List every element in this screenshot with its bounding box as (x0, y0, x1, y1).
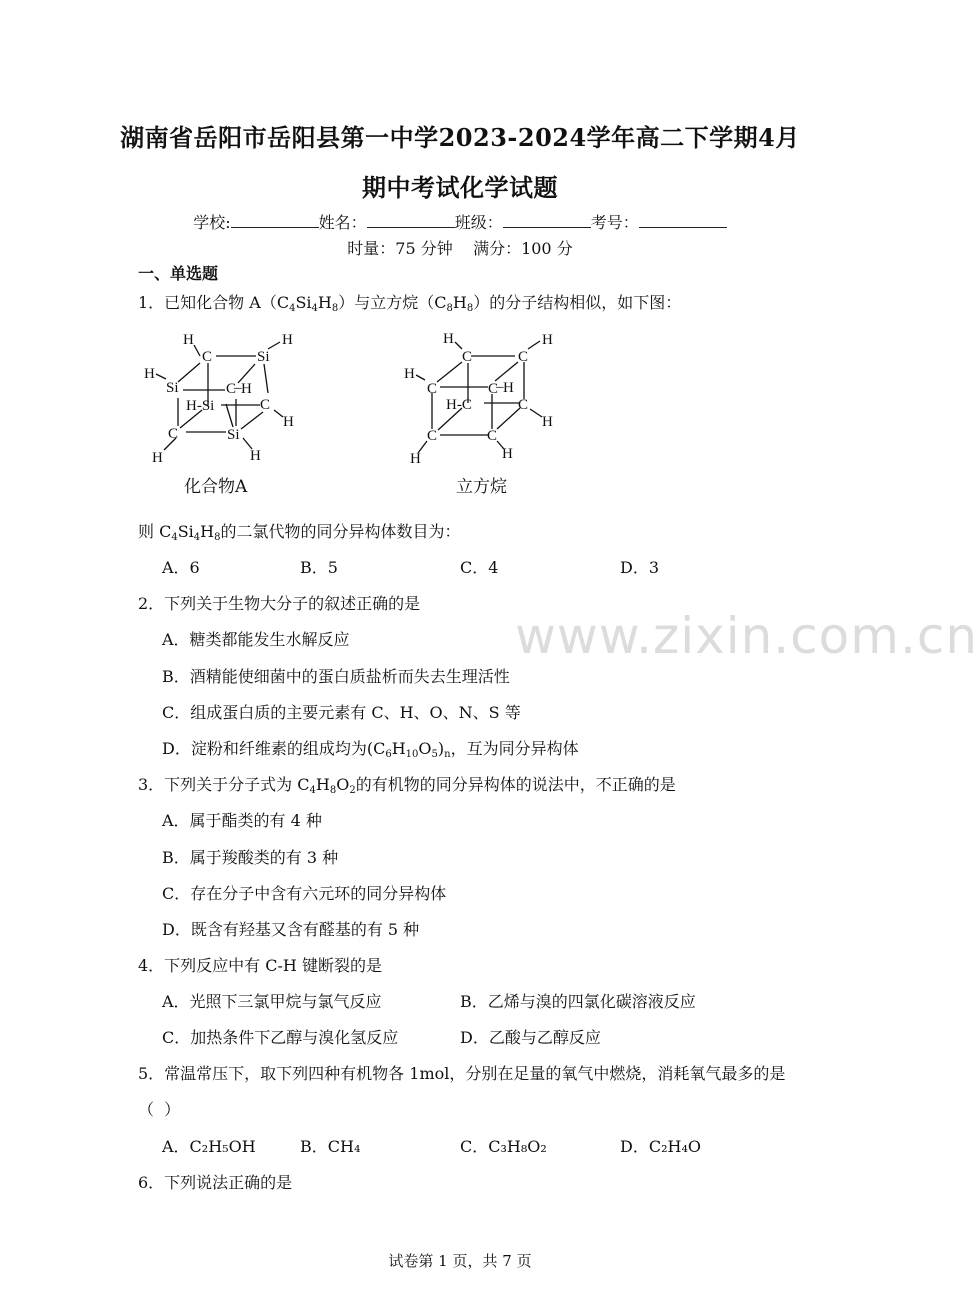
q1-option-d[interactable]: D．3 (620, 558, 660, 577)
svg-text:H: H (282, 332, 293, 348)
svg-text:H: H (410, 451, 421, 467)
q5-option-b[interactable]: B．CH₄ (300, 1137, 361, 1156)
svg-text:H: H (503, 380, 514, 396)
svg-text:H: H (283, 414, 294, 430)
q2-option-b[interactable]: B．酒精能使细菌中的蛋白质盐析而失去生理活性 (162, 667, 510, 686)
svg-text:H: H (250, 448, 261, 464)
svg-text:H: H (404, 366, 415, 382)
svg-text:H: H (443, 331, 454, 347)
section-heading: 一、单选题 (138, 264, 219, 283)
q3-option-b[interactable]: B．属于羧酸类的有 3 种 (162, 848, 339, 867)
svg-text:H: H (144, 366, 155, 382)
time-score: 时量：75 分钟 满分：100 分 (347, 239, 573, 258)
q2-option-c[interactable]: C．组成蛋白质的主要元素有 C、H、O、N、S 等 (162, 703, 521, 722)
watermark: www.zixin.com.cn (515, 607, 978, 665)
svg-text:H-Si: H-Si (186, 398, 215, 414)
cubane-label: 立方烷 (456, 477, 507, 497)
svg-text:C: C (488, 381, 499, 397)
q5-option-a[interactable]: A．C₂H₅OH (162, 1137, 256, 1156)
svg-text:C: C (487, 428, 498, 444)
q4-option-d[interactable]: D．乙酸与乙醇反应 (460, 1028, 601, 1047)
svg-text:H: H (241, 381, 252, 397)
q2-option-d[interactable]: D．淀粉和纤维素的组成均为$(C_6H_{10}O_5)_n$，互为同分异构体 (162, 739, 579, 760)
svg-text:H-C: H-C (446, 397, 472, 413)
svg-text:H: H (152, 450, 163, 466)
class-blank[interactable] (503, 213, 591, 228)
q1-stem: 1．已知化合物 $A(C_4Si_4H_8)$与立方烷$(C_8H_8)$的分子结构相似，如下图： (138, 293, 682, 314)
q3-option-d[interactable]: D．既含有羟基又含有醛基的有 5 种 (162, 920, 420, 939)
exam-title-line2: 期中考试化学试题 (362, 173, 558, 202)
school-label: 学校: (193, 213, 231, 232)
svg-text:–: – (234, 380, 242, 396)
q5-option-d[interactable]: D．C₂H₄O (620, 1137, 701, 1156)
svg-text:C: C (168, 426, 179, 442)
name-blank[interactable] (367, 213, 455, 228)
svg-text:H: H (183, 332, 194, 348)
exam-title-line1: 湖南省岳阳市岳阳县第一中学2023-2024学年高二下学期4月 (120, 123, 800, 152)
number-label: 考号： (590, 213, 639, 232)
page-footer: 试卷第 1 页，共 7 页 (388, 1252, 532, 1270)
q5-stem: 5．常温常压下，取下列四种有机物各 1mol，分别在足量的氧气中燃烧，消耗氧气最多的是 (138, 1064, 786, 1083)
q1-option-c[interactable]: C．4 (460, 558, 499, 577)
q4-option-a[interactable]: A．光照下三氯甲烷与氯气反应 (162, 992, 382, 1011)
q6-stem: 6．下列说法正确的是 (138, 1173, 293, 1192)
q1-option-b[interactable]: B．5 (300, 558, 338, 577)
q4-option-c[interactable]: C．加热条件下乙醇与溴化氢反应 (162, 1028, 399, 1047)
svg-text:H: H (502, 446, 513, 462)
q3-stem: 3．下列关于分子式为 $C_4H_8O_2$的有机物的同分异构体的说法中，不正确的是 (138, 775, 676, 796)
svg-text:C: C (226, 381, 237, 397)
svg-text:Si: Si (227, 427, 240, 443)
student-info-row (0, 210, 920, 233)
class-label: 班级： (454, 213, 503, 232)
q4-stem: 4．下列反应中有 C-H 键断裂的是 (138, 956, 382, 975)
svg-text:C: C (427, 428, 438, 444)
q3-option-a[interactable]: A．属于酯类的有 4 种 (162, 811, 322, 830)
svg-text:C: C (518, 397, 529, 413)
q5-option-c[interactable]: C．C₃H₈O₂ (460, 1137, 547, 1156)
svg-text:Si: Si (166, 380, 179, 396)
q1-question: 则 $C_4Si_4H_8$的二氯代物的同分异构体数目为： (138, 522, 461, 543)
svg-text:H: H (542, 332, 553, 348)
name-label: 姓名： (318, 213, 367, 232)
q5-paren: （ ） (138, 1100, 181, 1119)
q2-stem: 2．下列关于生物大分子的叙述正确的是 (138, 594, 421, 613)
cubane-structure (400, 325, 570, 470)
q4-option-b[interactable]: B．乙烯与溴的四氯化碳溶液反应 (460, 992, 696, 1011)
svg-text:C: C (518, 349, 529, 365)
svg-text:H: H (542, 414, 553, 430)
q2-option-a[interactable]: A．糖类都能发生水解反应 (162, 630, 350, 649)
number-blank[interactable] (639, 213, 727, 228)
svg-text:Si: Si (257, 349, 270, 365)
q1-option-a[interactable]: A．6 (162, 558, 200, 577)
svg-text:C: C (202, 349, 213, 365)
svg-text:C: C (260, 397, 271, 413)
compound-a-structure (138, 325, 318, 470)
svg-text:C: C (427, 381, 438, 397)
compound-a-label: 化合物A (184, 477, 248, 497)
school-blank[interactable] (231, 213, 319, 228)
svg-text:–: – (496, 379, 504, 395)
q3-option-c[interactable]: C．存在分子中含有六元环的同分异构体 (162, 884, 447, 903)
svg-text:C: C (462, 349, 473, 365)
